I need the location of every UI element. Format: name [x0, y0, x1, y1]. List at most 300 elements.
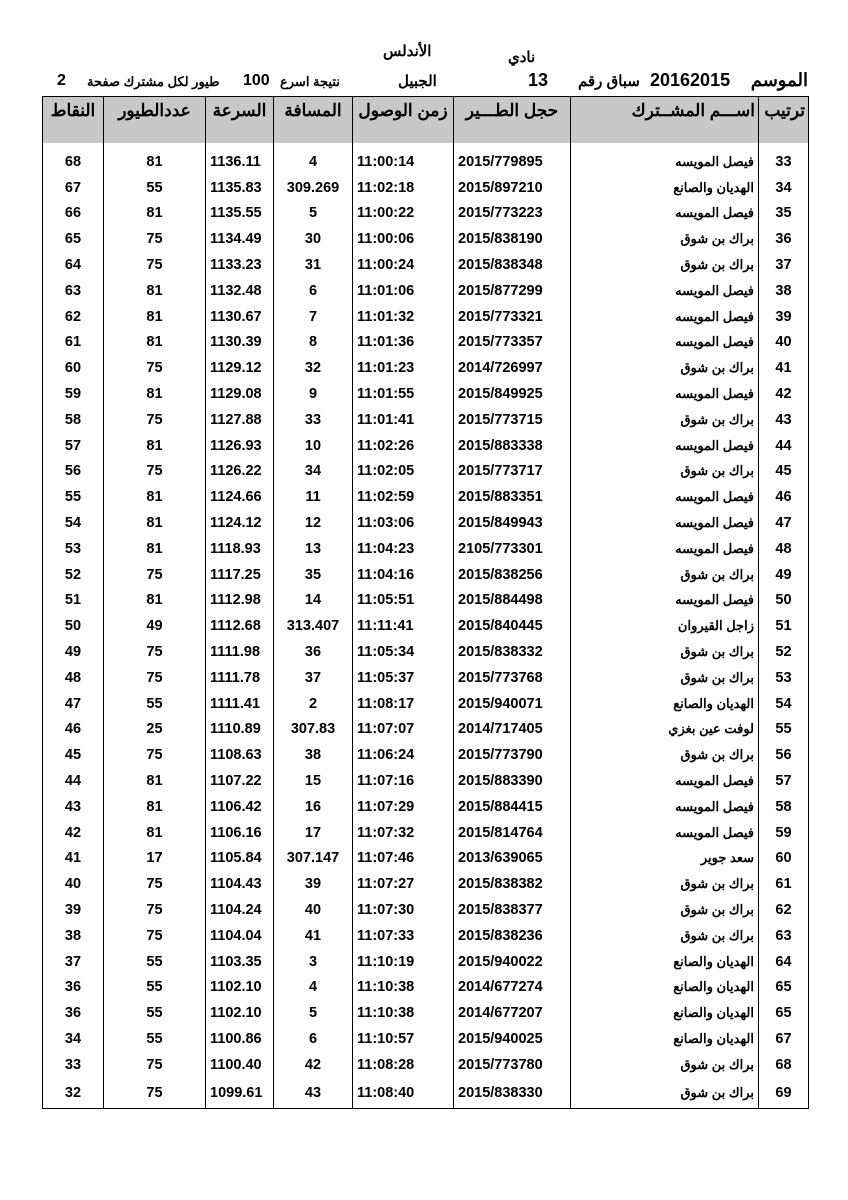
col-bird-count-cell: 55: [104, 949, 206, 975]
col-speed-cell: 1107.22: [206, 768, 274, 794]
table-row: [43, 433, 809, 459]
col-distance-cell: 32: [274, 355, 353, 381]
col-rank-cell: 55: [759, 717, 809, 743]
col-distance-cell: 13: [274, 536, 353, 562]
col-distance-cell: 30: [274, 226, 353, 252]
club-name: الأندلس: [383, 43, 432, 60]
col-arrival-time-cell: 11:08:28: [353, 1052, 454, 1078]
col-distance-cell: 33: [274, 407, 353, 433]
col-rank-cell: 37: [759, 252, 809, 278]
col-points-cell: 50: [43, 613, 104, 639]
table-row: [43, 768, 809, 794]
col-points-cell: 63: [43, 278, 104, 304]
col-arrival-time-cell: 11:02:59: [353, 484, 454, 510]
col-points-cell: 61: [43, 330, 104, 356]
season-value: 20162015: [650, 70, 731, 90]
col-rank-cell: 39: [759, 304, 809, 330]
col-rank-cell: 54: [759, 691, 809, 717]
col-points-cell: 32: [43, 1078, 104, 1109]
result-count: 100: [243, 72, 270, 89]
col-ring-cell: 2015/849943: [454, 510, 571, 536]
col-arrival-time-cell: 11:08:40: [353, 1078, 454, 1109]
col-speed-cell: 1129.12: [206, 355, 274, 381]
col-arrival-time-cell: 11:07:33: [353, 923, 454, 949]
col-rank-cell: 46: [759, 484, 809, 510]
col-bird-count-cell: 75: [104, 897, 206, 923]
col-rank-cell: 34: [759, 175, 809, 201]
col-bird-count-cell: 75: [104, 742, 206, 768]
col-participant-cell: زاجل القيروان: [571, 613, 759, 639]
col-points-cell: 33: [43, 1052, 104, 1078]
col-distance-cell: 43: [274, 1078, 353, 1109]
col-points-cell: 43: [43, 794, 104, 820]
col-distance-cell: 16: [274, 794, 353, 820]
col-arrival-time-cell: 11:01:06: [353, 278, 454, 304]
col-rank-cell: 60: [759, 846, 809, 872]
col-bird-count-cell: 75: [104, 639, 206, 665]
col-rank-cell: 44: [759, 433, 809, 459]
col-distance-cell: 11: [274, 484, 353, 510]
col-participant-cell: الهديان والصانع: [571, 691, 759, 717]
col-distance-cell: 41: [274, 923, 353, 949]
col-rank-header: ترتيب: [759, 97, 809, 144]
col-arrival-time-cell: 11:07:46: [353, 846, 454, 872]
col-participant-cell: فيصل المويسه: [571, 484, 759, 510]
col-participant-cell: براك بن شوق: [571, 226, 759, 252]
col-arrival-time-header: زمن الوصول: [353, 97, 454, 144]
col-bird-count-cell: 75: [104, 459, 206, 485]
col-ring-cell: 2015/773780: [454, 1052, 571, 1078]
col-arrival-time-cell: 11:07:27: [353, 871, 454, 897]
col-arrival-time-cell: 11:07:29: [353, 794, 454, 820]
col-speed-cell: 1100.86: [206, 1026, 274, 1052]
col-bird-count-cell: 75: [104, 407, 206, 433]
col-points-cell: 62: [43, 304, 104, 330]
col-distance-cell: 307.83: [274, 717, 353, 743]
col-bird-count-cell: 75: [104, 923, 206, 949]
col-speed-cell: 1130.67: [206, 304, 274, 330]
col-rank-cell: 51: [759, 613, 809, 639]
col-ring-cell: 2015/884498: [454, 588, 571, 614]
col-points-cell: 53: [43, 536, 104, 562]
col-participant-cell: براك بن شوق: [571, 562, 759, 588]
col-bird-count-cell: 81: [104, 143, 206, 175]
col-rank-cell: 61: [759, 871, 809, 897]
col-ring-cell: 2015/940025: [454, 1026, 571, 1052]
col-ring-cell: 2015/838382: [454, 871, 571, 897]
col-participant-cell: براك بن شوق: [571, 407, 759, 433]
col-points-cell: 58: [43, 407, 104, 433]
col-rank-cell: 52: [759, 639, 809, 665]
col-arrival-time-cell: 11:00:14: [353, 143, 454, 175]
col-points-cell: 59: [43, 381, 104, 407]
col-distance-cell: 42: [274, 1052, 353, 1078]
col-rank-cell: 36: [759, 226, 809, 252]
race-location: الجبيل: [398, 73, 437, 90]
col-participant-cell: براك بن شوق: [571, 252, 759, 278]
col-distance-cell: 31: [274, 252, 353, 278]
col-speed-cell: 1104.04: [206, 923, 274, 949]
table-row: [43, 871, 809, 897]
col-distance-cell: 7: [274, 304, 353, 330]
table-row: [43, 665, 809, 691]
table-row: [43, 717, 809, 743]
col-points-cell: 48: [43, 665, 104, 691]
col-rank-cell: 68: [759, 1052, 809, 1078]
col-speed-cell: 1099.61: [206, 1078, 274, 1109]
col-distance-cell: 38: [274, 742, 353, 768]
col-speed-cell: 1111.41: [206, 691, 274, 717]
col-distance-cell: 313.407: [274, 613, 353, 639]
col-ring-cell: 2015/884415: [454, 794, 571, 820]
col-ring-cell: 2015/773223: [454, 201, 571, 227]
col-distance-cell: 2: [274, 691, 353, 717]
col-speed-cell: 1124.66: [206, 484, 274, 510]
col-arrival-time-cell: 11:05:51: [353, 588, 454, 614]
col-speed-cell: 1104.24: [206, 897, 274, 923]
col-participant-cell: الهديان والصانع: [571, 949, 759, 975]
table-row: [43, 143, 809, 175]
col-arrival-time-cell: 11:10:38: [353, 975, 454, 1001]
col-points-cell: 55: [43, 484, 104, 510]
col-arrival-time-cell: 11:01:23: [353, 355, 454, 381]
col-bird-count-cell: 81: [104, 536, 206, 562]
col-distance-cell: 5: [274, 1000, 353, 1026]
col-points-cell: 36: [43, 1000, 104, 1026]
col-speed-header: السرعة: [206, 97, 274, 144]
table-row: [43, 252, 809, 278]
col-participant-cell: فيصل المويسه: [571, 433, 759, 459]
col-ring-cell: 2015/838332: [454, 639, 571, 665]
col-arrival-time-cell: 11:04:16: [353, 562, 454, 588]
col-ring-cell: 2015/849925: [454, 381, 571, 407]
col-speed-cell: 1135.55: [206, 201, 274, 227]
col-ring-cell: 2015/883351: [454, 484, 571, 510]
col-rank-cell: 56: [759, 742, 809, 768]
col-arrival-time-cell: 11:07:16: [353, 768, 454, 794]
col-distance-header: المسافة: [274, 97, 353, 144]
col-speed-cell: 1100.40: [206, 1052, 274, 1078]
col-participant-cell: براك بن شوق: [571, 639, 759, 665]
col-bird-count-cell: 75: [104, 1052, 206, 1078]
col-ring-cell: 2015/773357: [454, 330, 571, 356]
col-speed-cell: 1106.42: [206, 794, 274, 820]
col-arrival-time-cell: 11:10:38: [353, 1000, 454, 1026]
table-row: [43, 949, 809, 975]
col-speed-cell: 1126.93: [206, 433, 274, 459]
col-rank-cell: 43: [759, 407, 809, 433]
results-table: [42, 96, 809, 1109]
col-bird-count-cell: 17: [104, 846, 206, 872]
col-speed-cell: 1105.84: [206, 846, 274, 872]
col-bird-count-cell: 81: [104, 201, 206, 227]
col-bird-count-cell: 75: [104, 665, 206, 691]
col-speed-cell: 1102.10: [206, 975, 274, 1001]
col-distance-cell: 307.147: [274, 846, 353, 872]
col-ring-cell: 2013/639065: [454, 846, 571, 872]
col-bird-count-cell: 81: [104, 433, 206, 459]
col-bird-count-cell: 55: [104, 175, 206, 201]
table-row: [43, 639, 809, 665]
col-distance-cell: 4: [274, 975, 353, 1001]
col-ring-cell: 2015/838190: [454, 226, 571, 252]
col-ring-cell: 2014/726997: [454, 355, 571, 381]
col-distance-cell: 35: [274, 562, 353, 588]
col-arrival-time-cell: 11:05:37: [353, 665, 454, 691]
col-bird-count-cell: 75: [104, 226, 206, 252]
col-points-header: النقاط: [43, 97, 104, 144]
col-participant-cell: براك بن شوق: [571, 897, 759, 923]
col-distance-cell: 5: [274, 201, 353, 227]
col-rank-cell: 33: [759, 143, 809, 175]
col-points-cell: 36: [43, 975, 104, 1001]
col-rank-cell: 69: [759, 1078, 809, 1109]
race-number: 13: [528, 70, 549, 90]
col-participant-cell: براك بن شوق: [571, 742, 759, 768]
col-speed-cell: 1104.43: [206, 871, 274, 897]
col-participant-cell: براك بن شوق: [571, 355, 759, 381]
table-row: [43, 1052, 809, 1078]
col-rank-cell: 65: [759, 975, 809, 1001]
col-participant-cell: فيصل المويسه: [571, 536, 759, 562]
col-participant-cell: الهديان والصانع: [571, 975, 759, 1001]
col-ring-cell: 2015/779895: [454, 143, 571, 175]
col-bird-count-cell: 81: [104, 278, 206, 304]
col-bird-count-cell: 75: [104, 1078, 206, 1109]
col-points-cell: 57: [43, 433, 104, 459]
col-points-cell: 47: [43, 691, 104, 717]
col-participant-cell: فيصل المويسه: [571, 794, 759, 820]
col-arrival-time-cell: 11:00:06: [353, 226, 454, 252]
col-speed-cell: 1106.16: [206, 820, 274, 846]
table-row: [43, 975, 809, 1001]
col-participant-cell: براك بن شوق: [571, 459, 759, 485]
col-participant-cell: فيصل المويسه: [571, 510, 759, 536]
col-participant-cell: براك بن شوق: [571, 923, 759, 949]
col-arrival-time-cell: 11:01:41: [353, 407, 454, 433]
col-ring-cell: 2014/677274: [454, 975, 571, 1001]
table-row: [43, 846, 809, 872]
col-distance-cell: 8: [274, 330, 353, 356]
col-arrival-time-cell: 11:07:32: [353, 820, 454, 846]
col-speed-cell: 1108.63: [206, 742, 274, 768]
table-row: [43, 613, 809, 639]
col-participant-cell: براك بن شوق: [571, 665, 759, 691]
table-row: [43, 923, 809, 949]
col-bird-count-cell: 49: [104, 613, 206, 639]
col-ring-cell: 2015/838330: [454, 1078, 571, 1109]
col-bird-count-cell: 75: [104, 252, 206, 278]
col-bird-count-cell: 81: [104, 330, 206, 356]
col-rank-cell: 57: [759, 768, 809, 794]
col-bird-count-cell: 81: [104, 820, 206, 846]
col-distance-cell: 15: [274, 768, 353, 794]
table-row: [43, 226, 809, 252]
col-rank-cell: 62: [759, 897, 809, 923]
col-bird-count-cell: 55: [104, 975, 206, 1001]
col-distance-cell: 36: [274, 639, 353, 665]
col-ring-cell: 2014/677207: [454, 1000, 571, 1026]
col-rank-cell: 58: [759, 794, 809, 820]
col-ring-cell: 2015/773717: [454, 459, 571, 485]
result-label: نتيجة اسرع: [280, 74, 340, 89]
col-ring-cell: 2015/814764: [454, 820, 571, 846]
col-ring-cell: 2015/838348: [454, 252, 571, 278]
col-bird-count-cell: 81: [104, 304, 206, 330]
col-rank-cell: 65: [759, 1000, 809, 1026]
col-arrival-time-cell: 11:01:32: [353, 304, 454, 330]
col-ring-cell: 2015/838256: [454, 562, 571, 588]
col-points-cell: 42: [43, 820, 104, 846]
col-distance-cell: 9: [274, 381, 353, 407]
col-arrival-time-cell: 11:11:41: [353, 613, 454, 639]
col-participant-cell: فيصل المويسه: [571, 201, 759, 227]
col-points-cell: 46: [43, 717, 104, 743]
col-participant-cell: فيصل المويسه: [571, 330, 759, 356]
table-row: [43, 536, 809, 562]
col-speed-cell: 1111.78: [206, 665, 274, 691]
col-arrival-time-cell: 11:01:55: [353, 381, 454, 407]
col-points-cell: 41: [43, 846, 104, 872]
col-points-cell: 51: [43, 588, 104, 614]
col-ring-cell: 2015/940071: [454, 691, 571, 717]
col-distance-cell: 37: [274, 665, 353, 691]
col-participant-cell: فيصل المويسه: [571, 381, 759, 407]
table-row: [43, 407, 809, 433]
col-ring-cell: 2015/773715: [454, 407, 571, 433]
col-points-cell: 34: [43, 1026, 104, 1052]
table-row: [43, 1026, 809, 1052]
col-speed-cell: 1134.49: [206, 226, 274, 252]
col-arrival-time-cell: 11:00:24: [353, 252, 454, 278]
table-row: [43, 510, 809, 536]
col-participant-cell: فيصل المويسه: [571, 768, 759, 794]
col-participant-cell: سعد جوير: [571, 846, 759, 872]
col-bird-count-cell: 55: [104, 691, 206, 717]
col-arrival-time-cell: 11:00:22: [353, 201, 454, 227]
col-points-cell: 66: [43, 201, 104, 227]
col-speed-cell: 1132.48: [206, 278, 274, 304]
table-row: [43, 1078, 809, 1109]
col-rank-cell: 38: [759, 278, 809, 304]
col-participant-cell: فيصل المويسه: [571, 820, 759, 846]
col-points-cell: 52: [43, 562, 104, 588]
col-points-cell: 56: [43, 459, 104, 485]
table-row: [43, 484, 809, 510]
col-speed-cell: 1117.25: [206, 562, 274, 588]
col-participant-cell: فيصل المويسه: [571, 588, 759, 614]
col-points-cell: 45: [43, 742, 104, 768]
table-row: [43, 820, 809, 846]
col-distance-cell: 6: [274, 278, 353, 304]
season-label: الموسم: [750, 70, 808, 90]
col-points-cell: 67: [43, 175, 104, 201]
col-ring-cell: 2015/883390: [454, 768, 571, 794]
col-ring-cell: 2015/838236: [454, 923, 571, 949]
col-ring-cell: 2014/717405: [454, 717, 571, 743]
col-participant-cell: الهديان والصانع: [571, 1000, 759, 1026]
col-rank-cell: 47: [759, 510, 809, 536]
col-arrival-time-cell: 11:10:19: [353, 949, 454, 975]
col-bird-count-cell: 55: [104, 1000, 206, 1026]
col-rank-cell: 41: [759, 355, 809, 381]
col-arrival-time-cell: 11:10:57: [353, 1026, 454, 1052]
col-speed-cell: 1102.10: [206, 1000, 274, 1026]
col-points-cell: 38: [43, 923, 104, 949]
col-participant-cell: براك بن شوق: [571, 1078, 759, 1109]
col-points-cell: 44: [43, 768, 104, 794]
col-points-cell: 60: [43, 355, 104, 381]
col-ring-cell: 2015/838377: [454, 897, 571, 923]
col-bird-count-cell: 81: [104, 794, 206, 820]
col-points-cell: 65: [43, 226, 104, 252]
col-arrival-time-cell: 11:07:07: [353, 717, 454, 743]
col-arrival-time-cell: 11:04:23: [353, 536, 454, 562]
col-ring-cell: 2015/840445: [454, 613, 571, 639]
col-arrival-time-cell: 11:01:36: [353, 330, 454, 356]
race-label: سباق رقم: [578, 73, 640, 90]
col-bird-count-cell: 75: [104, 871, 206, 897]
col-participant-cell: الهديان والصانع: [571, 175, 759, 201]
col-participant-cell: براك بن شوق: [571, 871, 759, 897]
col-bird-count-cell: 81: [104, 510, 206, 536]
col-speed-cell: 1112.68: [206, 613, 274, 639]
table-row: [43, 691, 809, 717]
col-points-cell: 40: [43, 871, 104, 897]
col-ring-cell: 2015/940022: [454, 949, 571, 975]
col-arrival-time-cell: 11:08:17: [353, 691, 454, 717]
table-row: [43, 794, 809, 820]
col-bird-count-cell: 55: [104, 1026, 206, 1052]
table-row: [43, 304, 809, 330]
col-participant-cell: براك بن شوق: [571, 1052, 759, 1078]
col-participant-cell: الهديان والصانع: [571, 1026, 759, 1052]
col-arrival-time-cell: 11:02:18: [353, 175, 454, 201]
col-rank-cell: 42: [759, 381, 809, 407]
col-arrival-time-cell: 11:07:30: [353, 897, 454, 923]
col-distance-cell: 14: [274, 588, 353, 614]
table-row: [43, 562, 809, 588]
col-participant-cell: فيصل المويسه: [571, 304, 759, 330]
col-distance-cell: 34: [274, 459, 353, 485]
col-bird-count-cell: 75: [104, 562, 206, 588]
table-row: [43, 201, 809, 227]
table-row: [43, 381, 809, 407]
col-speed-cell: 1129.08: [206, 381, 274, 407]
col-rank-cell: 45: [759, 459, 809, 485]
col-ring-cell: 2015/773790: [454, 742, 571, 768]
col-arrival-time-cell: 11:02:05: [353, 459, 454, 485]
col-speed-cell: 1136.11: [206, 143, 274, 175]
col-rank-cell: 64: [759, 949, 809, 975]
col-speed-cell: 1127.88: [206, 407, 274, 433]
col-points-cell: 64: [43, 252, 104, 278]
col-ring-cell: 2015/877299: [454, 278, 571, 304]
col-ring-cell: 2015/883338: [454, 433, 571, 459]
col-participant-cell: فيصل المويسه: [571, 143, 759, 175]
col-bird-count-header: عددالطيور: [104, 97, 206, 144]
page-number: 2: [57, 72, 66, 89]
col-distance-cell: 6: [274, 1026, 353, 1052]
col-rank-cell: 59: [759, 820, 809, 846]
per-label: طيور لكل مشترك صفحة: [87, 74, 220, 89]
col-distance-cell: 10: [274, 433, 353, 459]
col-rank-cell: 63: [759, 923, 809, 949]
club-label: نادي: [508, 49, 536, 66]
col-speed-cell: 1126.22: [206, 459, 274, 485]
col-rank-cell: 35: [759, 201, 809, 227]
col-speed-cell: 1124.12: [206, 510, 274, 536]
